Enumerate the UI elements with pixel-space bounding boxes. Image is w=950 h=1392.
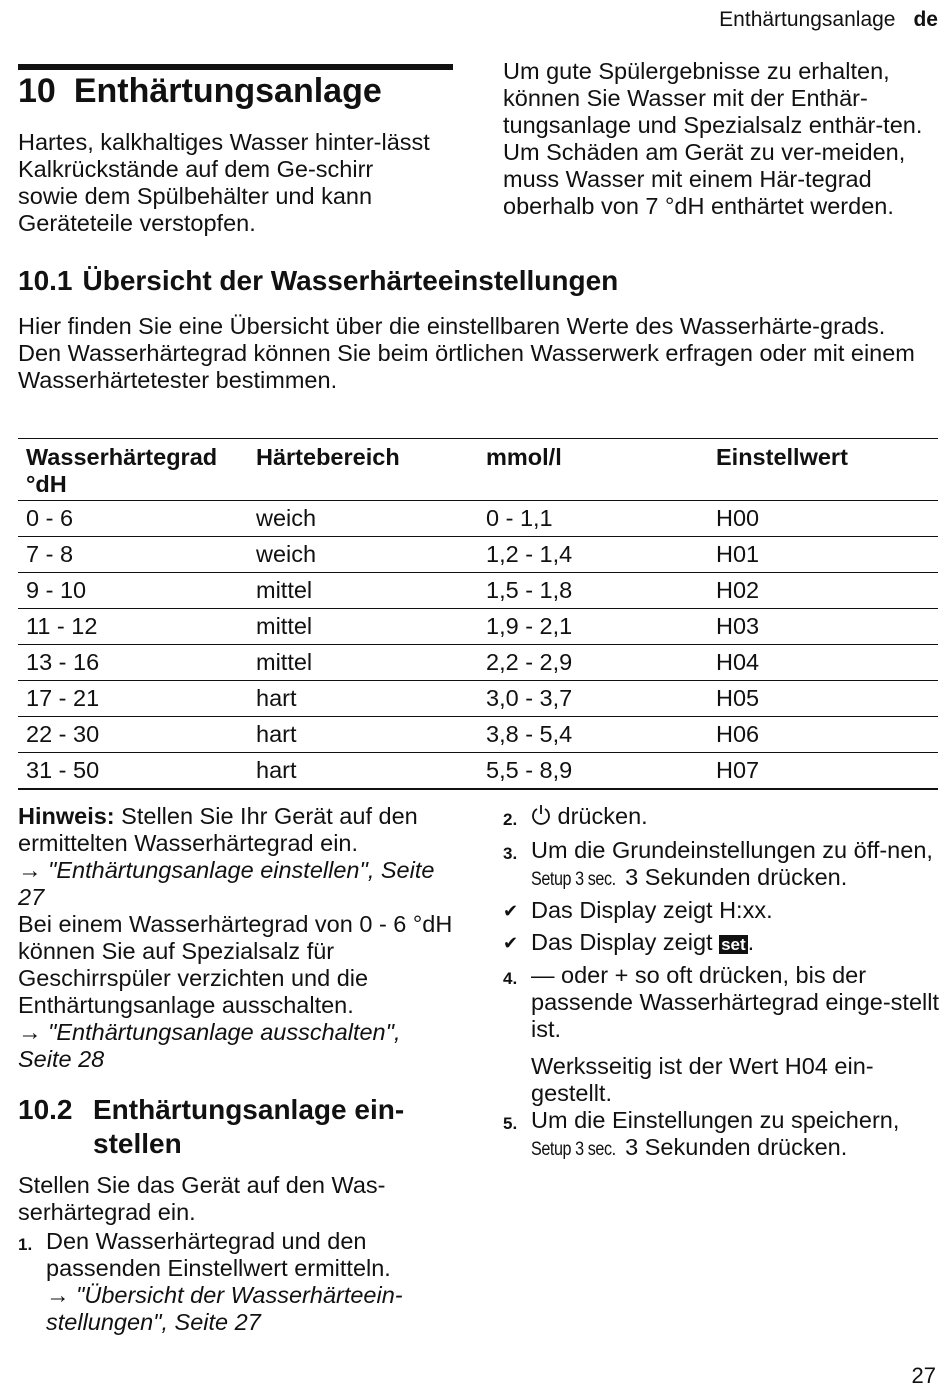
step-text: Den Wasserhärtegrad und den passenden Einstellwert ermitteln. (46, 1228, 391, 1281)
table-row (18, 717, 938, 753)
table-cell: H02 (708, 573, 938, 609)
table-row (18, 645, 938, 681)
running-header (719, 8, 938, 32)
table-cell: 0 - 6 (18, 501, 248, 537)
cross-reference-link[interactable]: → "Enthärtungsanlage ausschalten", Seite 28 (18, 1019, 401, 1072)
step-text: Um die Grundeinstellungen zu öff-nen, (531, 837, 933, 863)
table-cell: 7 - 8 (18, 537, 248, 573)
chapter-title (18, 72, 382, 111)
steps-column-right (503, 803, 943, 1167)
column-header-hardness-degree: Wasserhärtegrad °dH (18, 439, 248, 501)
check-icon: ✔ (503, 901, 519, 921)
table-cell: hart (248, 717, 478, 753)
header-language: de (913, 8, 938, 31)
section-number: 10.2 (18, 1094, 73, 1125)
section-heading-10-2 (18, 1093, 404, 1161)
table-cell: mittel (248, 609, 478, 645)
section-title-line-2: stellen (93, 1128, 182, 1159)
minus-icon: — (531, 962, 555, 988)
header-section-title: Enthärtungsanlage (719, 8, 896, 31)
check-icon: ✔ (503, 933, 519, 953)
water-hardness-table (18, 438, 938, 790)
step-4-note: Werksseitig ist der Wert H04 ein-gestellt. (531, 1053, 874, 1106)
setup-key-label: Setup 3 sec. (531, 1139, 616, 1160)
chapter-intro-right: Um gute Spülergebnisse zu erhalten, können Sie Wasser mit der Enthär-tungsanlage und Spezialsalz enthär-ten. Um Schäden am Gerät zu ver-meiden, muss Wasser mit einem Här-tegrad oberhalb von 7 °dH enthärtet werden. (503, 58, 923, 219)
section-heading-10-1 (18, 265, 618, 297)
table-cell: H06 (708, 717, 938, 753)
step-text: 3 Sekunden drücken. (625, 864, 848, 890)
table-row (18, 609, 938, 645)
setup-key-label: Setup 3 sec. (531, 869, 616, 890)
step-text: 3 Sekunden drücken. (625, 1134, 848, 1160)
chapter-intro-left: Hartes, kalkhaltiges Wasser hinter-lässt Kalkrückstände auf dem Ge-schirr sowie dem Spülbehälter und kann Geräteteile verstopfen. (18, 129, 430, 236)
step-text: oder (561, 962, 609, 988)
hint-block (18, 803, 458, 1073)
table-cell: 13 - 16 (18, 645, 248, 681)
step-text: Um die Einstellungen zu speichern, (531, 1107, 900, 1133)
table-cell: 22 - 30 (18, 717, 248, 753)
step-4 (503, 962, 943, 1043)
column-header-mmol: mmol/l (478, 439, 708, 501)
table-cell: 1,2 - 1,4 (478, 537, 708, 573)
table-cell: mittel (248, 573, 478, 609)
plus-icon: + (614, 962, 629, 988)
power-icon (531, 804, 551, 832)
overview-text (18, 313, 938, 394)
hint-text-2: Bei einem Wasserhärtegrad von 0 - 6 °dH können Sie auf Spezialsalz für Geschirrspüler verzichten und die Enthärtungsanlage ausschalten. (18, 911, 453, 1018)
step-number: 4. (503, 969, 518, 988)
step-number: 1. (18, 1235, 33, 1254)
result-1 (503, 897, 943, 925)
table-row (18, 537, 938, 573)
section-title-line-1: Enthärtungsanlage ein- (93, 1094, 405, 1125)
hint-label: Hinweis: (18, 803, 115, 829)
table-cell: weich (248, 501, 478, 537)
table-cell: weich (248, 537, 478, 573)
column-header-hardness-range: Härtebereich (248, 439, 478, 501)
result-text-end: . (747, 929, 755, 955)
table-cell: 9 - 10 (18, 573, 248, 609)
overview-paragraph-1: Hier finden Sie eine Übersicht über die einstellbaren Werte des Wasserhärte-grads. (18, 313, 886, 339)
hint-paragraph-1 (18, 803, 458, 857)
display-set-badge: set (721, 935, 746, 954)
step-number: 5. (503, 1114, 518, 1133)
table-header-row (18, 439, 938, 501)
table-cell: 11 - 12 (18, 609, 248, 645)
table-cell: 1,5 - 1,8 (478, 573, 708, 609)
table-cell: 3,8 - 5,4 (478, 717, 708, 753)
step-text: so oft drücken, bis der passende Wasserhärtegrad einge-stellt ist. (531, 962, 939, 1042)
table-cell: 31 - 50 (18, 753, 248, 790)
table-cell: 1,9 - 2,1 (478, 609, 708, 645)
table-row (18, 501, 938, 537)
table-cell: H00 (708, 501, 938, 537)
result-text: Das Display zeigt H:xx. (531, 897, 773, 923)
step-5 (503, 1107, 943, 1163)
section-intro: Stellen Sie das Gerät auf den Was-serhärtegrad ein. (18, 1172, 386, 1225)
table-cell: H07 (708, 753, 938, 790)
step-2 (503, 803, 943, 833)
table-cell: 3,0 - 3,7 (478, 681, 708, 717)
result-text: Das Display zeigt (531, 929, 713, 955)
table-cell: hart (248, 753, 478, 790)
table-cell: H03 (708, 609, 938, 645)
table-cell: 2,2 - 2,9 (478, 645, 708, 681)
section-title: Übersicht der Wasserhärteeinstellungen (82, 265, 619, 296)
table-cell: hart (248, 681, 478, 717)
result-2 (503, 929, 943, 958)
section-number: 10.1 (18, 265, 73, 296)
table-row (18, 573, 938, 609)
chapter-rule (18, 64, 453, 70)
step-3 (503, 837, 943, 893)
table-cell: H01 (708, 537, 938, 573)
table-cell: mittel (248, 645, 478, 681)
chapter-title-text: Enthärtungsanlage (73, 72, 382, 110)
page-number: 27 (911, 1363, 936, 1388)
overview-paragraph-2: Den Wasserhärtegrad können Sie beim örtlichen Wasserwerk erfragen oder mit einem Wasserhärtetester bestimmen. (18, 340, 915, 393)
cross-reference-link[interactable]: → "Enthärtungsanlage einstellen", Seite 27 (18, 857, 435, 910)
chapter-number: 10 (18, 72, 56, 110)
step-number: 3. (503, 844, 518, 863)
step-number: 2. (503, 810, 518, 829)
step-1 (18, 1228, 448, 1336)
cross-reference-link[interactable]: → "Übersicht der Wasserhärteein-stellungen", Seite 27 (46, 1282, 403, 1335)
column-header-setting-value: Einstellwert (708, 439, 938, 501)
step-text: drücken. (557, 803, 648, 829)
table-cell: 0 - 1,1 (478, 501, 708, 537)
table-cell: H05 (708, 681, 938, 717)
hint-text-1: Stellen Sie Ihr Gerät auf den ermittelten Wasserhärtegrad ein. (18, 803, 418, 856)
table-cell: H04 (708, 645, 938, 681)
table-cell: 5,5 - 8,9 (478, 753, 708, 790)
table-cell: 17 - 21 (18, 681, 248, 717)
table-row (18, 753, 938, 790)
table-row (18, 681, 938, 717)
